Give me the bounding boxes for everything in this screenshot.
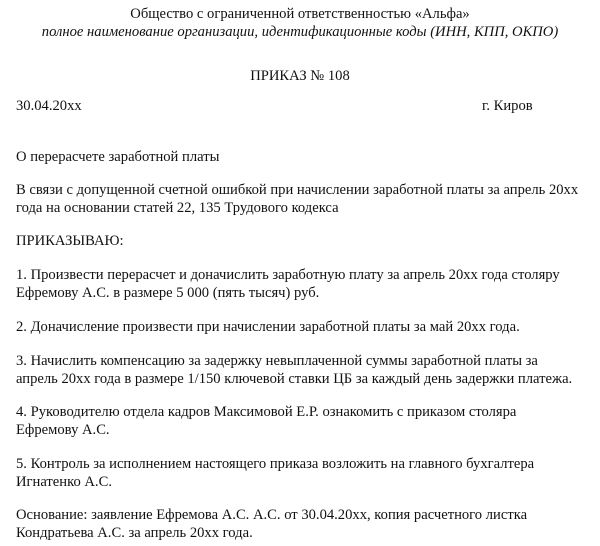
- organization-name: Общество с ограниченной ответственностью «Альфа»: [130, 6, 470, 22]
- order-item-1-line: Ефремову А.С. в размере 5 000 (пять тысяч) руб.: [16, 285, 320, 301]
- order-command: ПРИКАЗЫВАЮ:: [16, 233, 124, 249]
- order-city: г. Киров: [482, 98, 533, 114]
- order-item-3-line: апрель 20хх года в размере 1/150 ключевой ставки ЦБ за каждый день задержки платежа.: [16, 371, 573, 387]
- order-title: ПРИКАЗ № 108: [250, 68, 350, 84]
- preamble-line: года на основании статей 22, 135 Трудового кодекса: [16, 200, 339, 216]
- order-date: 30.04.20хх: [16, 98, 82, 114]
- order-item-5-line: 5. Контроль за исполнением настоящего приказа возложить на главного бухгалтера: [16, 456, 535, 472]
- order-item-5-line: Игнатенко А.С.: [16, 474, 112, 490]
- basis-line: Кондратьева А.С. за апрель 20хх года.: [16, 525, 253, 541]
- order-subject: О перерасчете заработной платы: [16, 149, 220, 165]
- basis-line: Основание: заявление Ефремова А.С. А.С. от 30.04.20хх, копия расчетного листка: [16, 507, 528, 523]
- preamble-line: В связи с допущенной счетной ошибкой при начислении заработной платы за апрель 20хх: [16, 182, 579, 198]
- order-item-2-line: 2. Доначисление произвести при начислении заработной платы за май 20хх года.: [16, 319, 520, 335]
- order-item-4-line: 4. Руководителю отдела кадров Максимовой Е.Р. ознакомить с приказом столяра: [16, 404, 517, 420]
- order-item-3-line: 3. Начислить компенсацию за задержку невыплаченной суммы заработной платы за: [16, 353, 538, 369]
- order-item-4-line: Ефремову А.С.: [16, 422, 110, 438]
- order-item-1-line: 1. Произвести перерасчет и доначислить заработную плату за апрель 20хх года столяру: [16, 267, 560, 283]
- organization-note: полное наименование организации, идентификационные коды (ИНН, КПП, ОКПО): [41, 24, 559, 40]
